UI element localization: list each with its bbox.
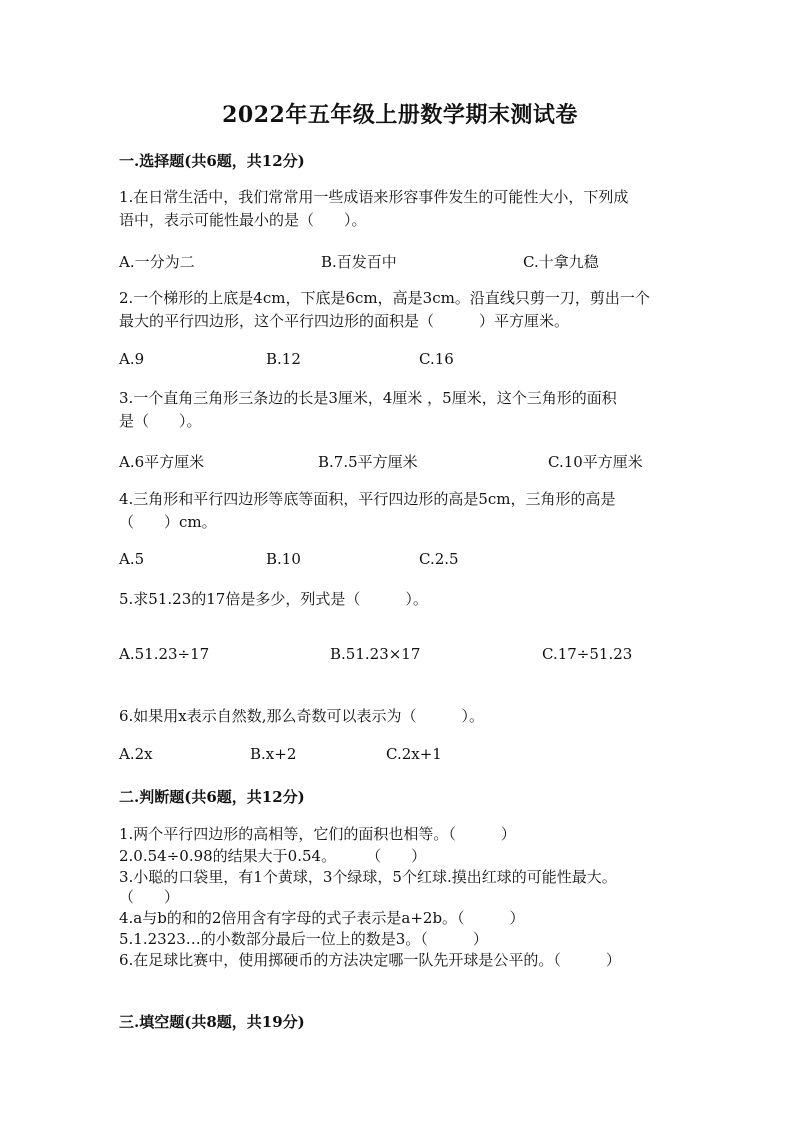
question-6-line-1: 6.如果用x表示自然数,那么奇数可以表示为（ ）。: [119, 707, 485, 725]
question-3-line-1: 3.一个直角三角形三条边的长是3厘米，4厘米 ，5厘米，这个三角形的面积: [119, 389, 617, 407]
judgement-line-2: 2.0.54÷0.98的结果大于0.54。 （ ）: [119, 847, 427, 865]
question-4-line-1: 4.三角形和平行四边形等底等面积，平行四边形的高是5cm，三角形的高是: [119, 490, 616, 508]
question-1-option-a: A.一分为二: [119, 253, 195, 271]
judgement-line-6: 6.在足球比赛中，使用掷硬币的方法决定哪一队先开球是公平的。（ ）: [119, 951, 621, 969]
judgement-line-5: 5.1.2323…的小数部分最后一位上的数是3。（ ）: [119, 930, 488, 948]
question-6-option-b: B.x+2: [250, 745, 297, 763]
question-1-option-b: B.百发百中: [321, 253, 397, 271]
question-2-line-1: 2.一个梯形的上底是4cm，下底是6cm，高是3cm。沿直线只剪一刀，剪出一个: [119, 289, 650, 307]
question-6-option-a: A.2x: [119, 745, 153, 763]
question-3-option-a: A.6平方厘米: [119, 453, 205, 471]
question-1-line-2: 语中，表示可能性最小的是（ ）。: [119, 211, 367, 229]
question-5-option-b: B.51.23×17: [330, 645, 421, 663]
judgement-line-1: 1.两个平行四边形的高相等，它们的面积也相等。（ ）: [119, 825, 516, 843]
question-5-line-1: 5.求51.23的17倍是多少，列式是（ ）。: [119, 590, 428, 608]
question-6-option-c: C.2x+1: [386, 745, 442, 763]
question-5-option-a: A.51.23÷17: [119, 645, 210, 663]
question-3-line-2: 是（ ）。: [119, 412, 202, 430]
section-heading-judgement: 二.判断题(共6题，共12分): [119, 788, 305, 806]
question-3-option-c: C.10平方厘米: [548, 453, 643, 471]
section-heading-fill-blank: 三.填空题(共8题，共19分): [119, 1013, 305, 1031]
question-2-line-2: 最大的平行四边形，这个平行四边形的面积是（ ）平方厘米。: [119, 312, 570, 330]
question-2-option-b: B.12: [266, 350, 301, 368]
judgement-line-3: 3.小聪的口袋里，有1个黄球，3个绿球，5个红球.摸出红球的可能性最大。: [119, 868, 617, 886]
section-heading-choice: 一.选择题(共6题，共12分): [119, 152, 305, 170]
question-2-option-a: A.9: [119, 350, 145, 368]
question-5-option-c: C.17÷51.23: [542, 645, 633, 663]
page-title: 2022年五年级上册数学期末测试卷: [222, 102, 578, 128]
question-2-option-c: C.16: [419, 350, 454, 368]
question-3-option-b: B.7.5平方厘米: [318, 453, 418, 471]
question-4-line-2: （ ）cm。: [119, 513, 217, 531]
question-4-option-b: B.10: [266, 550, 301, 568]
judgement-line-4: 4.a与b的和的2倍用含有字母的式子表示是a+2b。（ ）: [119, 909, 525, 927]
question-4-option-a: A.5: [119, 550, 145, 568]
question-4-option-c: C.2.5: [419, 550, 459, 568]
question-1-line-1: 1.在日常生活中，我们常常用一些成语来形容事件发生的可能性大小，下列成: [119, 188, 629, 206]
question-1-option-c: C.十拿九稳: [523, 253, 599, 271]
judgement-line-3-cont: （ ）: [119, 888, 180, 906]
